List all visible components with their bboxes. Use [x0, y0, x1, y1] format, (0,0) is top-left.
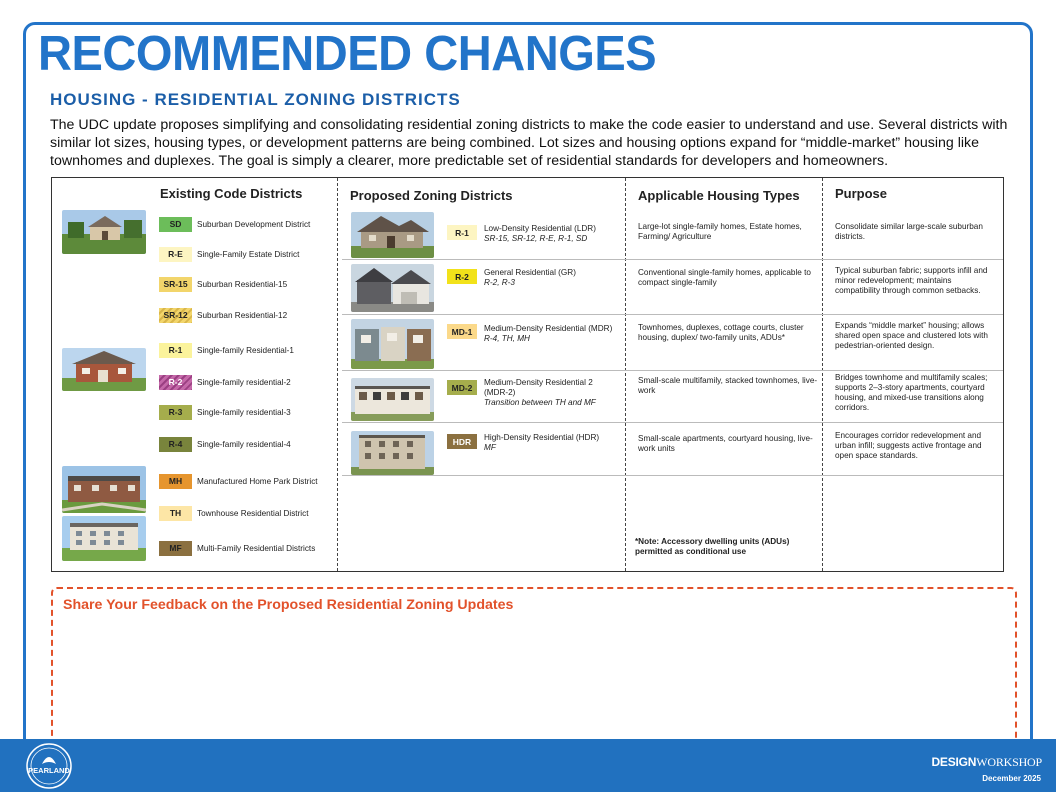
- header-purpose: Purpose: [835, 186, 888, 201]
- code-badge-r3: R-3: [159, 405, 192, 420]
- housing-types-r2: Conventional single-family homes, applicable to compact single-family: [638, 268, 811, 287]
- proposed-desc-md1: [484, 324, 614, 344]
- purpose-hdr: Encourages corridor redevelopment and urban infill; suggests active frontage and open space standards.: [835, 431, 982, 460]
- existing-row-r2: [159, 374, 291, 390]
- existing-label: Suburban Development District: [197, 219, 311, 229]
- intro-paragraph: The UDC update proposes simplifying and consolidating residential zoning districts to make the code easier to understand and use. Several districts with similar lot sizes, housing types, or development patterns are being combined. Lot sizes and housing options expand for “middle-market” housing like townhomes and duplexes. The goal is simply a clearer, more predictable set of residential standards for developers and homeowners.: [50, 117, 1008, 169]
- existing-row-mh: [159, 473, 318, 489]
- purpose-md1: Expands “middle market” housing; allows shared open space and clustered lots with pedestrian-oriented design.: [835, 321, 988, 350]
- existing-row-mf: [159, 540, 315, 556]
- photo-ldr: [351, 212, 434, 258]
- code-badge-sd: SD: [159, 217, 192, 232]
- code-badge-sr12: SR-12: [159, 308, 192, 323]
- code-badge-mh: MH: [159, 474, 192, 489]
- column-divider: [822, 178, 823, 571]
- code-badge-sr15: SR-15: [159, 277, 192, 292]
- header-existing: Existing Code Districts: [160, 186, 303, 201]
- purpose-md2: Bridges townhome and multifamily scales; supports 2–3-story apartments, courtyard housing, and mixed-use transitions along corridors.: [835, 373, 988, 412]
- column-divider: [625, 178, 626, 571]
- proposed-desc-md2: [484, 378, 614, 408]
- proposed-desc-hdr: [484, 433, 614, 453]
- existing-row-r4: [159, 436, 291, 452]
- column-divider: [337, 178, 338, 571]
- page-title: RECOMMENDED CHANGES: [38, 27, 657, 81]
- brand-light: WORKSHOP: [976, 755, 1042, 769]
- proposed-sources: MF: [484, 443, 496, 452]
- row-separator: [342, 314, 1003, 315]
- existing-label: Single-Family Estate District: [197, 249, 300, 259]
- proposed-desc-r2: [484, 268, 614, 288]
- photo-hdr: [351, 431, 434, 475]
- existing-label: Single-family Residential-1: [197, 345, 294, 355]
- proposed-code-md1: MD-1: [447, 324, 477, 339]
- photo-townhomes: [62, 466, 146, 513]
- existing-label: Suburban Residential-12: [197, 310, 288, 320]
- code-badge-re: R-E: [159, 247, 192, 262]
- pearland-seal-icon: [22, 742, 76, 790]
- existing-row-re: [159, 246, 299, 262]
- row-separator: [342, 259, 1003, 260]
- proposed-name: Low-Density Residential (LDR): [484, 224, 596, 233]
- housing-types-md2: Small-scale multifamily, stacked townhomes, live-work: [638, 376, 818, 395]
- existing-label: Townhouse Residential District: [197, 508, 309, 518]
- existing-row-sd: [159, 216, 310, 232]
- existing-row-r1: [159, 342, 294, 358]
- existing-row-sr15: [159, 276, 287, 292]
- proposed-code-md2: MD-2: [447, 380, 477, 395]
- proposed-name: General Residential (GR): [484, 268, 576, 277]
- photo-mdr: [351, 319, 434, 369]
- proposed-code-r1: R-1: [447, 225, 477, 240]
- brand-bold: DESIGN: [931, 755, 977, 769]
- existing-label: Suburban Residential-15: [197, 279, 288, 289]
- adu-note: *Note: Accessory dwelling units (ADUs) permitted as conditional use: [635, 537, 790, 556]
- housing-types-r1: Large-lot single-family homes, Estate homes, Farming/ Agriculture: [638, 222, 802, 241]
- proposed-sources: Transition between TH and MF: [484, 398, 596, 407]
- page-subtitle: HOUSING - RESIDENTIAL ZONING DISTRICTS: [50, 90, 461, 109]
- photo-mdr2: [351, 378, 434, 421]
- existing-label: Single-family residential-3: [197, 407, 291, 417]
- existing-label: Multi-Family Residential Districts: [197, 543, 316, 553]
- feedback-area[interactable]: [51, 587, 1017, 747]
- existing-label: Single-family residential-4: [197, 439, 291, 449]
- existing-label: Single-family residential-2: [197, 377, 291, 387]
- footer-bar: [0, 739, 1056, 792]
- existing-row-th: [159, 505, 309, 521]
- code-badge-r4: R-4: [159, 437, 192, 452]
- row-separator: [342, 370, 1003, 371]
- existing-row-r3: [159, 404, 291, 420]
- code-badge-r2: R-2: [159, 375, 192, 390]
- proposed-sources: SR-15, SR-12, R-E, R-1, SD: [484, 234, 588, 243]
- feedback-title: Share Your Feedback on the Proposed Residential Zoning Updates: [63, 597, 514, 613]
- proposed-name: High-Density Residential (HDR): [484, 433, 600, 442]
- proposed-sources: R-4, TH, MH: [484, 334, 530, 343]
- photo-apartments: [62, 516, 146, 561]
- header-proposed: Proposed Zoning Districts: [350, 188, 513, 203]
- proposed-name: Medium-Density Residential (MDR): [484, 324, 613, 333]
- purpose-r1: Consolidate similar large-scale suburban districts.: [835, 222, 983, 241]
- proposed-name: Medium-Density Residential 2 (MDR-2): [484, 378, 593, 397]
- zoning-table: [51, 177, 1004, 572]
- design-workshop-logo: [931, 755, 1042, 770]
- row-separator: [342, 475, 1003, 476]
- existing-label: Manufactured Home Park District: [197, 476, 318, 486]
- photo-estate-home: [62, 210, 146, 254]
- proposed-desc-r1: [484, 224, 614, 244]
- code-badge-th: TH: [159, 506, 192, 521]
- housing-types-md1: Townhomes, duplexes, cottage courts, cluster housing, duplex/ two-family units, ADUs*: [638, 323, 804, 342]
- housing-types-hdr: Small-scale apartments, courtyard housing, live-work units: [638, 434, 813, 453]
- proposed-code-r2: R-2: [447, 269, 477, 284]
- proposed-code-hdr: HDR: [447, 434, 477, 449]
- photo-brick-home: [62, 348, 146, 391]
- existing-row-sr12: [159, 307, 287, 323]
- purpose-r2: Typical suburban fabric; supports infill and minor redevelopment; maintains compatibility through common setbacks.: [835, 266, 988, 295]
- code-badge-r1: R-1: [159, 343, 192, 358]
- logo-text: PEARLAND: [28, 766, 70, 775]
- proposed-sources: R-2, R-3: [484, 278, 515, 287]
- row-separator: [342, 422, 1003, 423]
- footer-date: December 2025: [982, 774, 1041, 783]
- header-housing: Applicable Housing Types: [638, 188, 800, 203]
- photo-gr: [351, 264, 434, 312]
- code-badge-mf: MF: [159, 541, 192, 556]
